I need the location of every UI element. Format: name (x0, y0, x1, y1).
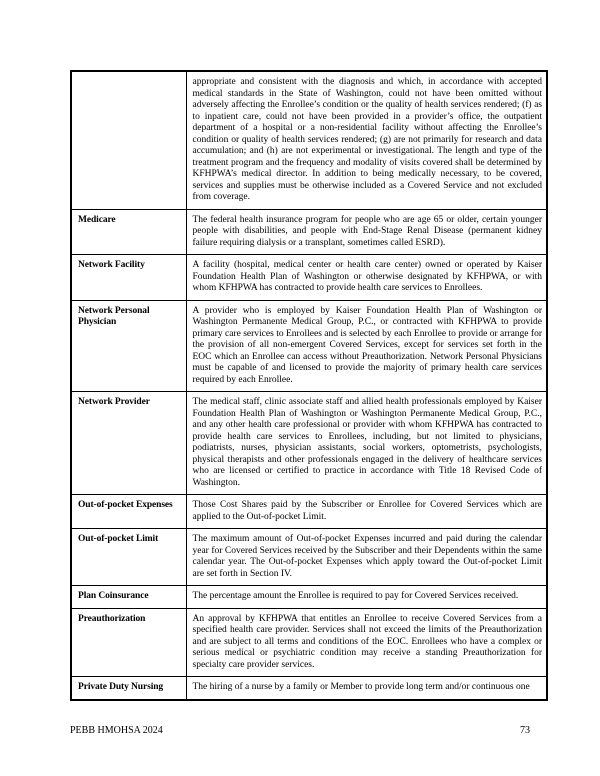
term-cell (71, 71, 186, 209)
definitions-table (70, 70, 548, 701)
table-row (71, 529, 547, 586)
definition-cell: A facility (hospital, medical center or health care center) owned or operated by Kaiser Foundation Health Plan of Washington or otherwise designated by KFHPWA, or with whom KFHPWA has contracted to provide health care services to Enrollees. (186, 255, 547, 301)
definition-cell: The federal health insurance program for people who are age 65 or older, certain younger people with disabilities, and people with End-Stage Renal Disease (permanent kidney failure requiring dialysis or a transplant, sometimes called ESRD). (186, 209, 547, 255)
definition-cell: The medical staff, clinic associate staff and allied health professionals employed by Kaiser Foundation Health Plan of Washington or Washington Permanente Medical Group, P.C., and any other health care professional or provider with whom KFHPWA has contracted to provide health care services to Enrollees, including, but not limited to physicians, podiatrists, nurses, physician assistants, social workers, optometrists, psychologists, physical therapists and other professionals engaged in the delivery of healthcare services who are licensed or certified to practice in accordance with Title 18 Revised Code of Washington. (186, 392, 547, 495)
definition-cell: An approval by KFHPWA that entitles an Enrollee to receive Covered Services from a specified health care provider. Services shall not exceed the limits of the Preauthorization and are subject to all terms and conditions of the EOC. Enrollees who have a complex or serious medical or psychiatric condition may receive a standing Preauthorization for specialty care provider services. (186, 608, 547, 677)
term-cell: Preauthorization (71, 608, 186, 677)
table-row (71, 392, 547, 495)
table-row (71, 300, 547, 392)
page-footer (70, 725, 530, 737)
table-row (71, 586, 547, 609)
table-row (71, 677, 547, 700)
footer-page-number: 73 (520, 725, 530, 736)
definition-cell: appropriate and consistent with the diagnosis and which, in accordance with accepted medical standards in the State of Washington, could not have been omitted without adversely affecting the Enrollee’s condition or the quality of health services rendered; (f) as to inpatient care, could not have been provided in a provider’s office, the outpatient department of a hospital or a non-residential facility without affecting the Enrollee’s condition or quality of health services rendered; (g) are not primarily for research and data accumulation; and (h) are not experimental or investigational. The length and type of the treatment program and the frequency and modality of visits covered shall be determined by KFHPWA’s medical director. In addition to being medically necessary, to be covered, services and supplies must be otherwise included as a Covered Service and not excluded from coverage. (186, 71, 547, 209)
table-row (71, 495, 547, 529)
table-row (71, 255, 547, 301)
term-cell: Private Duty Nursing (71, 677, 186, 700)
definition-cell: The percentage amount the Enrollee is required to pay for Covered Services received. (186, 586, 547, 609)
term-cell: Network Facility (71, 255, 186, 301)
term-cell: Network Personal Physician (71, 300, 186, 392)
table-row (71, 209, 547, 255)
term-cell: Plan Coinsurance (71, 586, 186, 609)
term-cell: Medicare (71, 209, 186, 255)
term-cell: Out-of-pocket Limit (71, 529, 186, 586)
definition-cell: The hiring of a nurse by a family or Member to provide long term and/or continuous one (186, 677, 547, 700)
definition-cell: The maximum amount of Out-of-pocket Expenses incurred and paid during the calendar year for Covered Services received by the Subscriber and their Dependents within the same calendar year. The Out-of-pocket Expenses which apply toward the Out-of-pocket Limit are set forth in Section IV. (186, 529, 547, 586)
table-row (71, 608, 547, 677)
term-cell: Network Provider (71, 392, 186, 495)
definition-cell: A provider who is employed by Kaiser Foundation Health Plan of Washington or Washington Permanente Medical Group, P.C., or contracted with KFHPWA to provide primary care services to Enrollees and is selected by each Enrollee to provide or arrange for the provision of all non-emergent Covered Services, except for services set forth in the EOC which an Enrollee can access without Preauthorization. Network Personal Physicians must be capable of and licensed to provide the majority of primary health care services required by each Enrollee. (186, 300, 547, 392)
footer-document-id: PEBB HMOHSA 2024 (70, 725, 163, 736)
term-cell: Out-of-pocket Expenses (71, 495, 186, 529)
definition-cell: Those Cost Shares paid by the Subscriber or Enrollee for Covered Services which are applied to the Out-of-pocket Limit. (186, 495, 547, 529)
definitions-table-body (71, 71, 547, 700)
table-row (71, 71, 547, 209)
